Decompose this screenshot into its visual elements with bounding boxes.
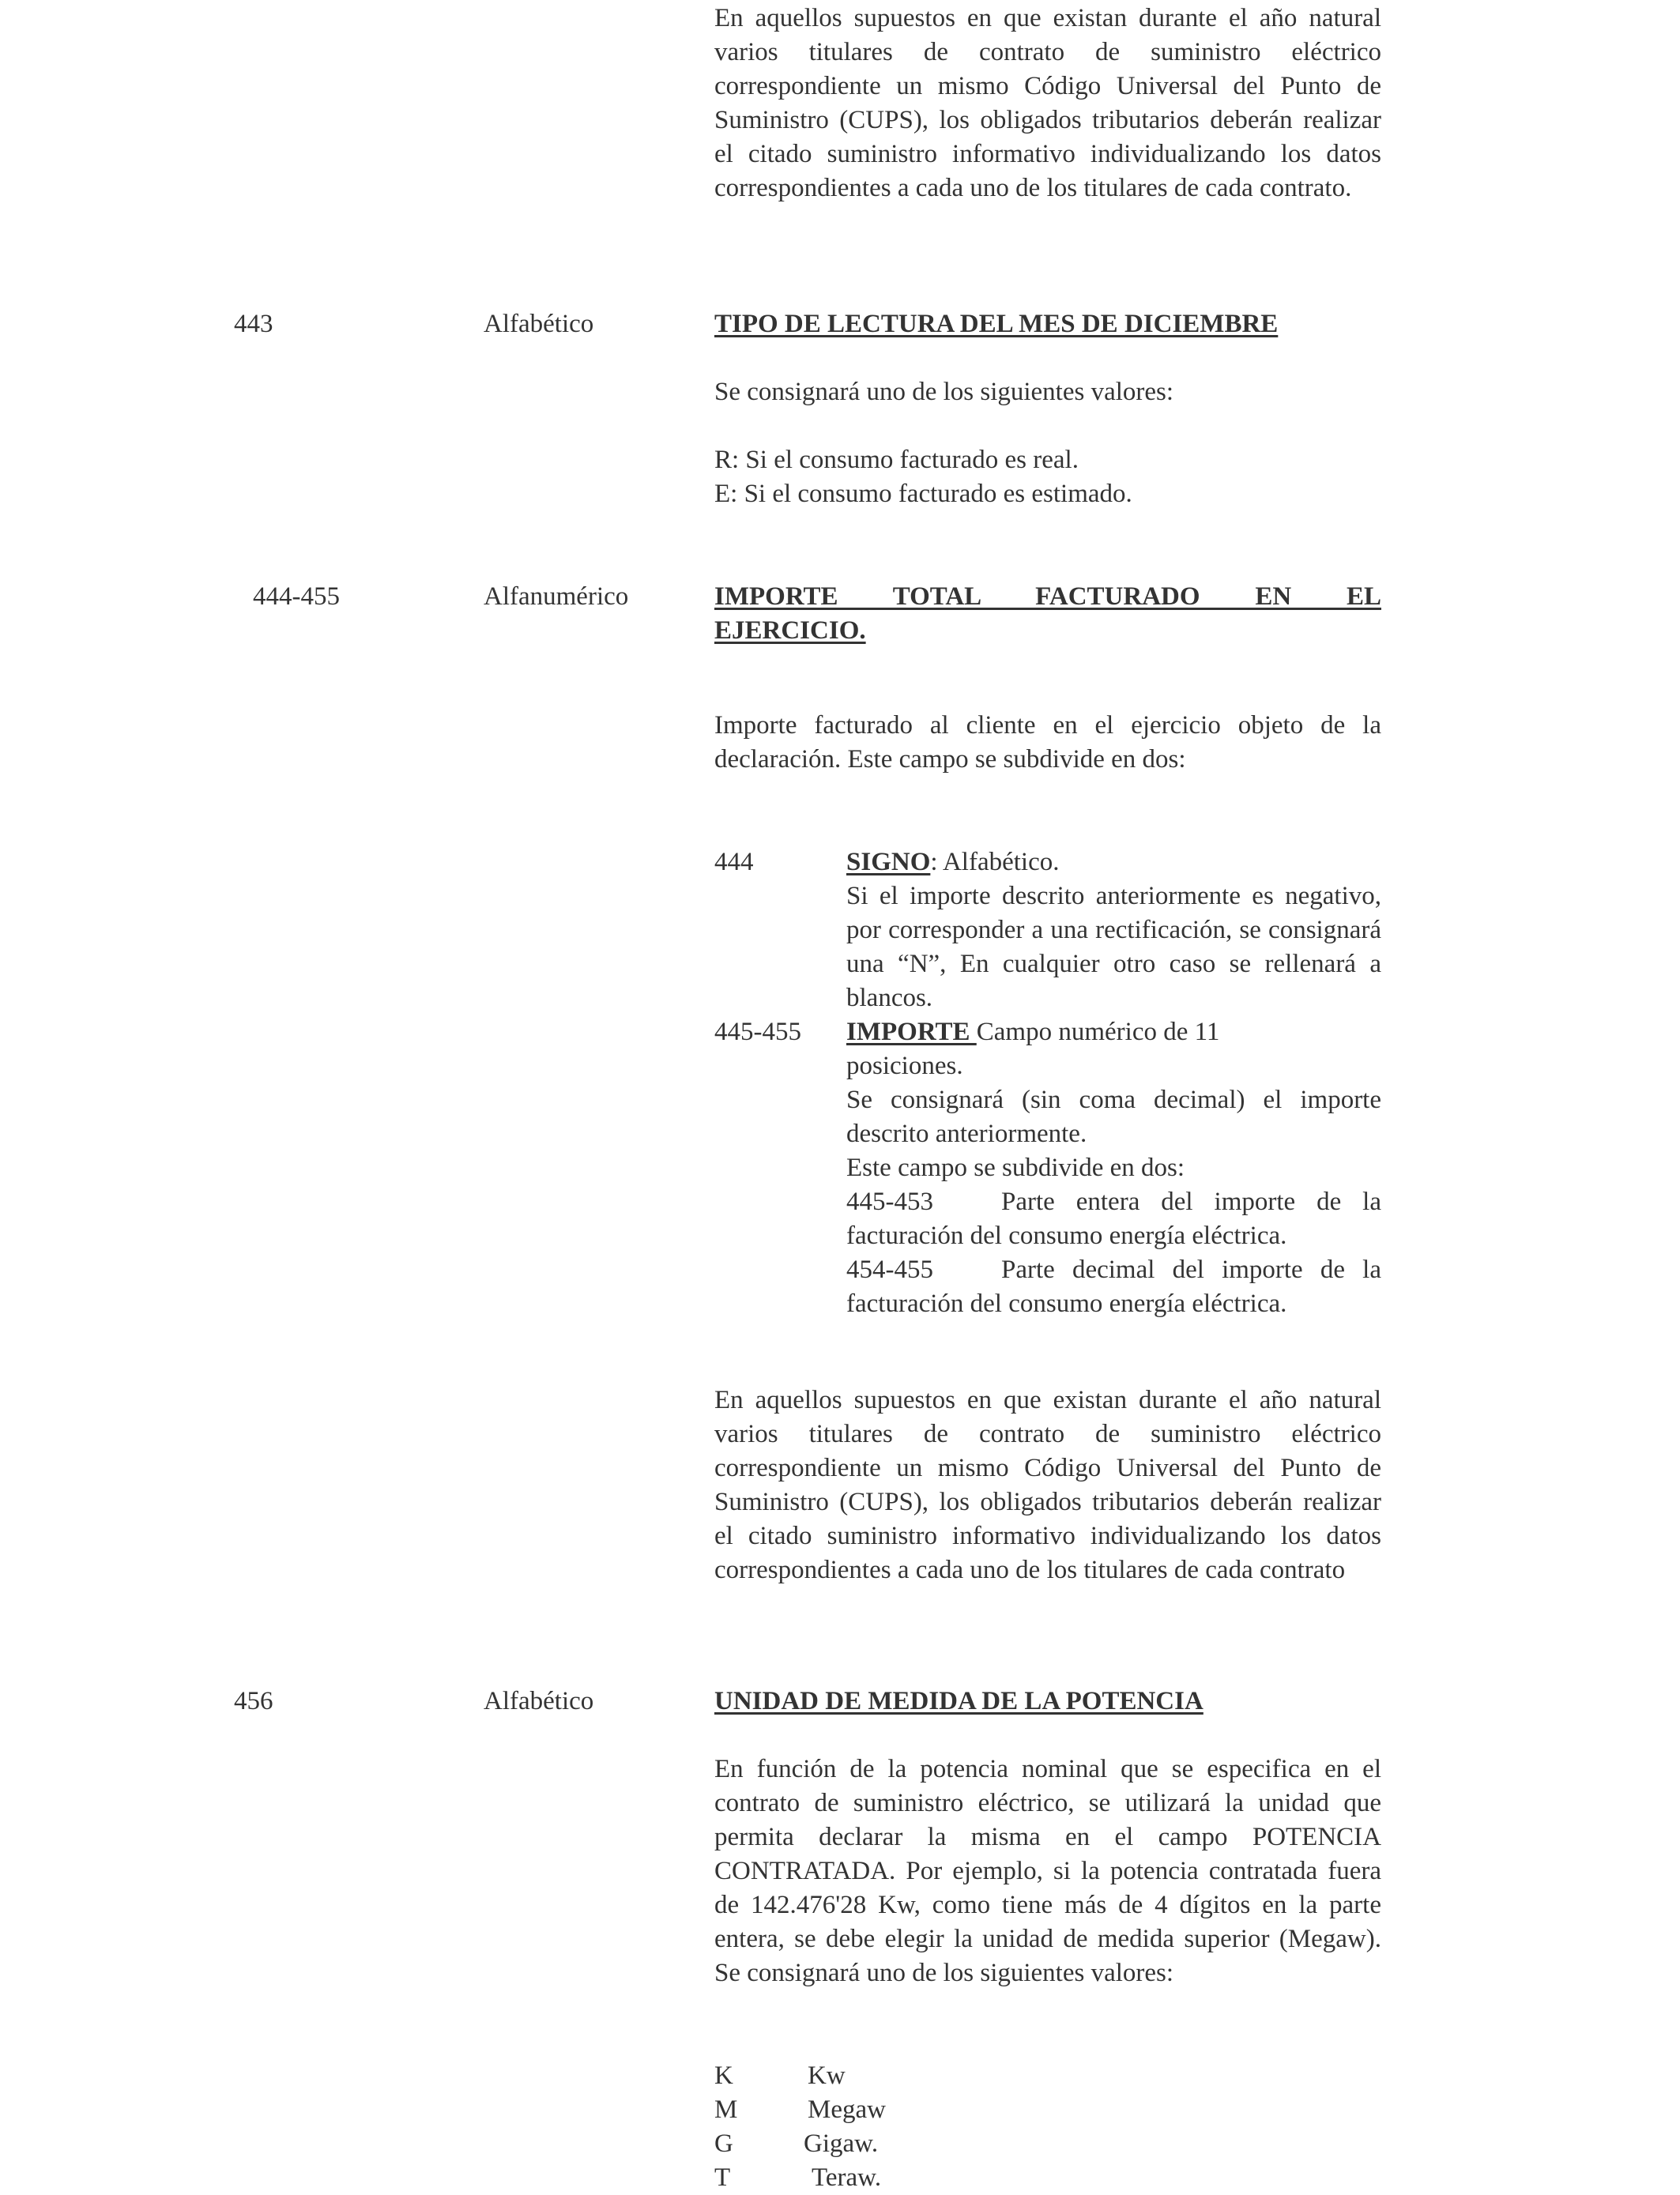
unit-code-t: T — [714, 2163, 731, 2192]
closing-paragraph: En aquellos supuestos en que existan durante el año natural varios titulares de contrato de suministro eléctrico correspondiente un mismo Código Universal del Punto de Suministro (CUPS), los obligados tributarios deberán realizar el citado suministro informativo individualizando los datos correspondientes a cada uno de los titulares de cada contrato — [714, 1386, 1381, 1584]
unit-name-g: Gigaw. — [804, 2129, 879, 2158]
field-443-position: 443 — [234, 310, 273, 338]
sub-445-455-label-suffix: Campo numérico de 11 posiciones. — [846, 1018, 1220, 1080]
field-456-position: 456 — [234, 1687, 273, 1715]
sub-444-code: 444 — [714, 848, 754, 876]
part-445-453-code: 445-453 — [846, 1188, 933, 1216]
field-443-values — [714, 443, 1381, 511]
title-line-1: IMPORTE TOTAL FACTURADO EN EL — [714, 582, 1381, 611]
field-444-455-position: 444-455 — [253, 582, 340, 611]
field-444-455-type: Alfanumérico — [484, 582, 629, 611]
sub-445-455-code: 445-455 — [714, 1018, 801, 1046]
part-454-455-text: Parte decimal del importe de la facturación del consumo energía eléctrica. — [846, 1256, 1381, 1318]
title-line-2: EJERCICIO. — [714, 616, 866, 645]
unit-name-t: Teraw. — [812, 2163, 882, 2192]
field-456-type: Alfabético — [484, 1687, 594, 1715]
field-443-title: TIPO DE LECTURA DEL MES DE DICIEMBRE — [714, 310, 1279, 338]
part-454-455-code: 454-455 — [846, 1256, 933, 1284]
sub-444-label-suffix: : Alfabético. — [930, 848, 1060, 876]
intro-paragraph: En aquellos supuestos en que existan durante el año natural varios titulares de contrato de suministro eléctrico correspondiente un mismo Código Universal del Punto de Suministro (CUPS), los obligados tributarios deberán realizar el citado suministro informativo individualizando los datos correspondientes a cada uno de los titulares de cada contrato. — [714, 4, 1381, 202]
unit-code-k: K — [714, 2061, 733, 2090]
field-456-description: En función de la potencia nominal que se especifica en el contrato de suministro eléctrico, se utilizará la unidad que permita declarar la misma en el campo POTENCIA CONTRATADA. Por ejemplo, si la potencia contratada fuera de 142.476'28 Kw, como tiene más de 4 dígitos en la parte entera, se debe elegir la unidad de medida superior (Megaw). Se consignará uno de los siguientes valores: — [714, 1755, 1381, 1987]
sub-445-455-text2: Este campo se subdivide en dos: — [846, 1154, 1185, 1182]
field-444-455-title — [714, 580, 1381, 648]
sub-444-body — [846, 845, 1381, 1015]
sub-445-455-heading — [846, 1015, 1273, 1083]
sub-444-text: Si el importe descrito anteriormente es negativo, por corresponder a una rectificación, se consignará una “N”, En cualquier otro caso se rellenará a blancos. — [846, 882, 1381, 1012]
value-e: E: Si el consumo facturado es estimado. — [714, 480, 1132, 508]
part-454-455 — [846, 1253, 1381, 1321]
part-445-453-text: Parte entera del importe de la facturación del consumo energía eléctrica. — [846, 1188, 1381, 1250]
unit-code-m: M — [714, 2095, 738, 2124]
sub-445-455-label: IMPORTE — [846, 1018, 977, 1046]
part-445-453 — [846, 1185, 1381, 1253]
unit-name-k: Kw — [808, 2061, 846, 2090]
value-r: R: Si el consumo facturado es real. — [714, 446, 1079, 474]
sub-444-label: SIGNO — [846, 848, 931, 876]
sub-445-455-text1: Se consignará (sin coma decimal) el importe descrito anteriormente. — [846, 1086, 1381, 1148]
unit-name-m: Megaw — [808, 2095, 886, 2124]
field-443-type: Alfabético — [484, 310, 594, 338]
field-443-intro: Se consignará uno de los siguientes valores: — [714, 378, 1174, 406]
field-444-455-description: Importe facturado al cliente en el ejercicio objeto de la declaración. Este campo se subdivide en dos: — [714, 711, 1381, 774]
sub-445-455-body — [846, 1015, 1381, 1321]
unit-code-g: G — [714, 2129, 733, 2158]
field-456-title: UNIDAD DE MEDIDA DE LA POTENCIA — [714, 1687, 1203, 1715]
